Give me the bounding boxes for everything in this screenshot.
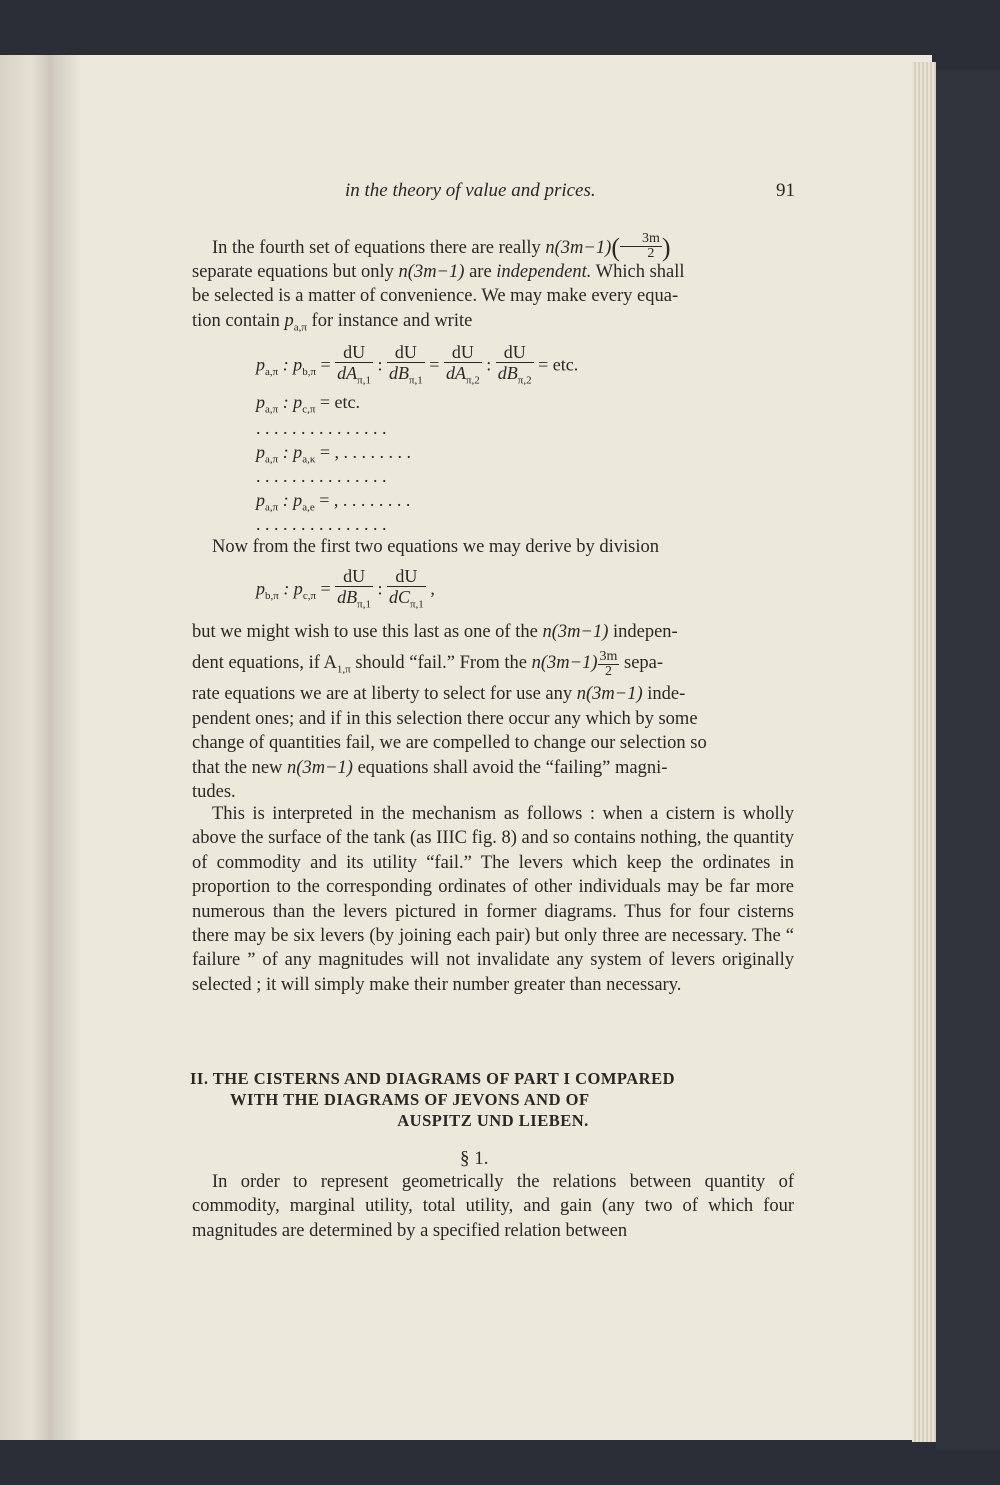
fraction-dU-dB-pi1: $\frac{dU}{dB_{\pi,1}}$ <box>387 342 425 391</box>
paragraph-division: Now from the first two equations we may derive by division <box>212 537 659 557</box>
fraction-dU-dB-pi2: $\frac{dU}{dB_{\pi,2}}$ <box>496 342 534 391</box>
para1-line4: tion contain $p_{a,\pi}$ for instance and write <box>192 310 473 334</box>
para3-line4: pendent ones; and if in this selection there occur any which by some <box>192 708 698 729</box>
left-page-edge <box>0 55 54 1440</box>
para3-line2: dent equations, if $A_{1,\pi}$ should “fail.” From the n(3m−1) $\frac{3m}{2}$ sepa- <box>192 648 664 679</box>
page-number: 91 <box>776 180 795 201</box>
page-header <box>345 180 795 206</box>
para1-line2: separate equations but only n(3m−1) are independent. Which shall <box>192 262 685 282</box>
paragraph-independent-equations <box>192 620 794 804</box>
dotted-leader: . . . . . . . . . . . . . . . <box>256 514 387 534</box>
paragraph-geometric-representation: In order to represent geometrically the relations between quantity of commodity, marginal utility, total utility, and gain (any two of which four magnitudes are determined by a specified relation between <box>192 1172 794 1241</box>
book-cover-edge <box>936 70 1000 1450</box>
section-heading <box>190 1068 796 1131</box>
equation-1: $p_{a,\pi}$ : $p_{b,\pi}$ = $\frac{dU}{dA_{\pi,1}}$ : $\frac{dU}{dB_{\pi,1}}$ = $\frac{dU}{dA_{\pi,2}}$ : $\frac{dU}{dB_{\pi,2}}$ = etc. <box>256 342 578 391</box>
fraction-3m-over-2: $\frac{3m}{2}$ <box>599 648 618 679</box>
paragraph-fourth-set <box>192 232 794 340</box>
emphasis-independent: independent. <box>496 262 592 282</box>
dotted-leader: . . . . . . . . . . . . . . . <box>256 466 387 486</box>
running-head: in the theory of value and prices. <box>345 180 596 201</box>
section-heading-line3: AUSPITZ UND LIEBEN. <box>397 1111 589 1130</box>
section-heading-line1: II. THE CISTERNS AND DIAGRAMS OF PART I COMPARED <box>190 1069 676 1088</box>
para3-line5: change of quantities fail, we are compelled to change our selection so <box>192 733 707 754</box>
fraction-dU-dB-pi1: $\frac{dU}{dB_{\pi,1}}$ <box>335 566 373 615</box>
fraction-dU-dC-pi1: $\frac{dU}{dC_{\pi,1}}$ <box>387 566 426 615</box>
equation-4: $p_{a,\pi}$ : $p_{a,e}$ = , . . . . . . . . <box>256 490 411 514</box>
paragraph-mechanism: This is interpreted in the mechanism as follows : when a cistern is wholly above the surface of the tank (as IIIC fig. 8) and so contains nothing, the quantity of commodity and its utility “fail.” The levers which keep the ordinates in proportion to the corresponding ordinates of other individuals may be far more numerous than the levers pictured in former diagrams. Thus for four cisterns there may be six levers (by joining each pair) but only three are necessary. The “ failure ” of any magnitudes will not invalidate any system of levers originally selected ; it will simply make their number greater than necessary. <box>192 804 794 995</box>
fraction-dU-dA-pi2: $\frac{dU}{dA_{\pi,2}}$ <box>444 342 482 391</box>
fraction-3m-over-2: $\frac{3m}{2}$ <box>620 232 662 261</box>
para3-line6: that the new n(3m−1) equations shall avoid the “failing” magni- <box>192 757 668 778</box>
page-stack-edge <box>912 62 936 1442</box>
section-heading-line2: WITH THE DIAGRAMS OF JEVONS AND OF <box>230 1090 590 1109</box>
dotted-leader: . . . . . . . . . . . . . . . <box>256 418 387 438</box>
para1-line3: be selected is a matter of convenience. We may make every equa- <box>192 286 679 307</box>
subsection-number: § 1. <box>460 1148 489 1169</box>
math-expression: n(3m−1) <box>545 238 612 258</box>
math-expression: n(3m−1) <box>398 262 465 282</box>
para3-line1: but we might wish to use this last as one of the n(3m−1) indepen- <box>192 622 678 642</box>
para1-text: In the fourth set of equations there are really <box>212 238 546 258</box>
equation-3: $p_{a,\pi}$ : $p_{a,\kappa}$ = , . . . . . . . . <box>256 442 412 466</box>
equation-2: $p_{a,\pi}$ : $p_{c,\pi}$ = etc. <box>256 392 361 416</box>
equation-5: $p_{b,\pi}$ : $p_{c,\pi}$ = $\frac{dU}{dB_{\pi,1}}$ : $\frac{dU}{dC_{\pi,1}}$ , <box>256 566 435 615</box>
para3-line3: rate equations we are at liberty to select for use any n(3m−1) inde- <box>192 684 686 705</box>
para1-line1: In the fourth set of equations there are really n(3m−1)( $\frac{3m}{2}$ ) <box>212 231 671 262</box>
fraction-dU-dA-pi1: $\frac{dU}{dA_{\pi,1}}$ <box>335 342 373 391</box>
para3-line7: tudes. <box>192 782 236 803</box>
